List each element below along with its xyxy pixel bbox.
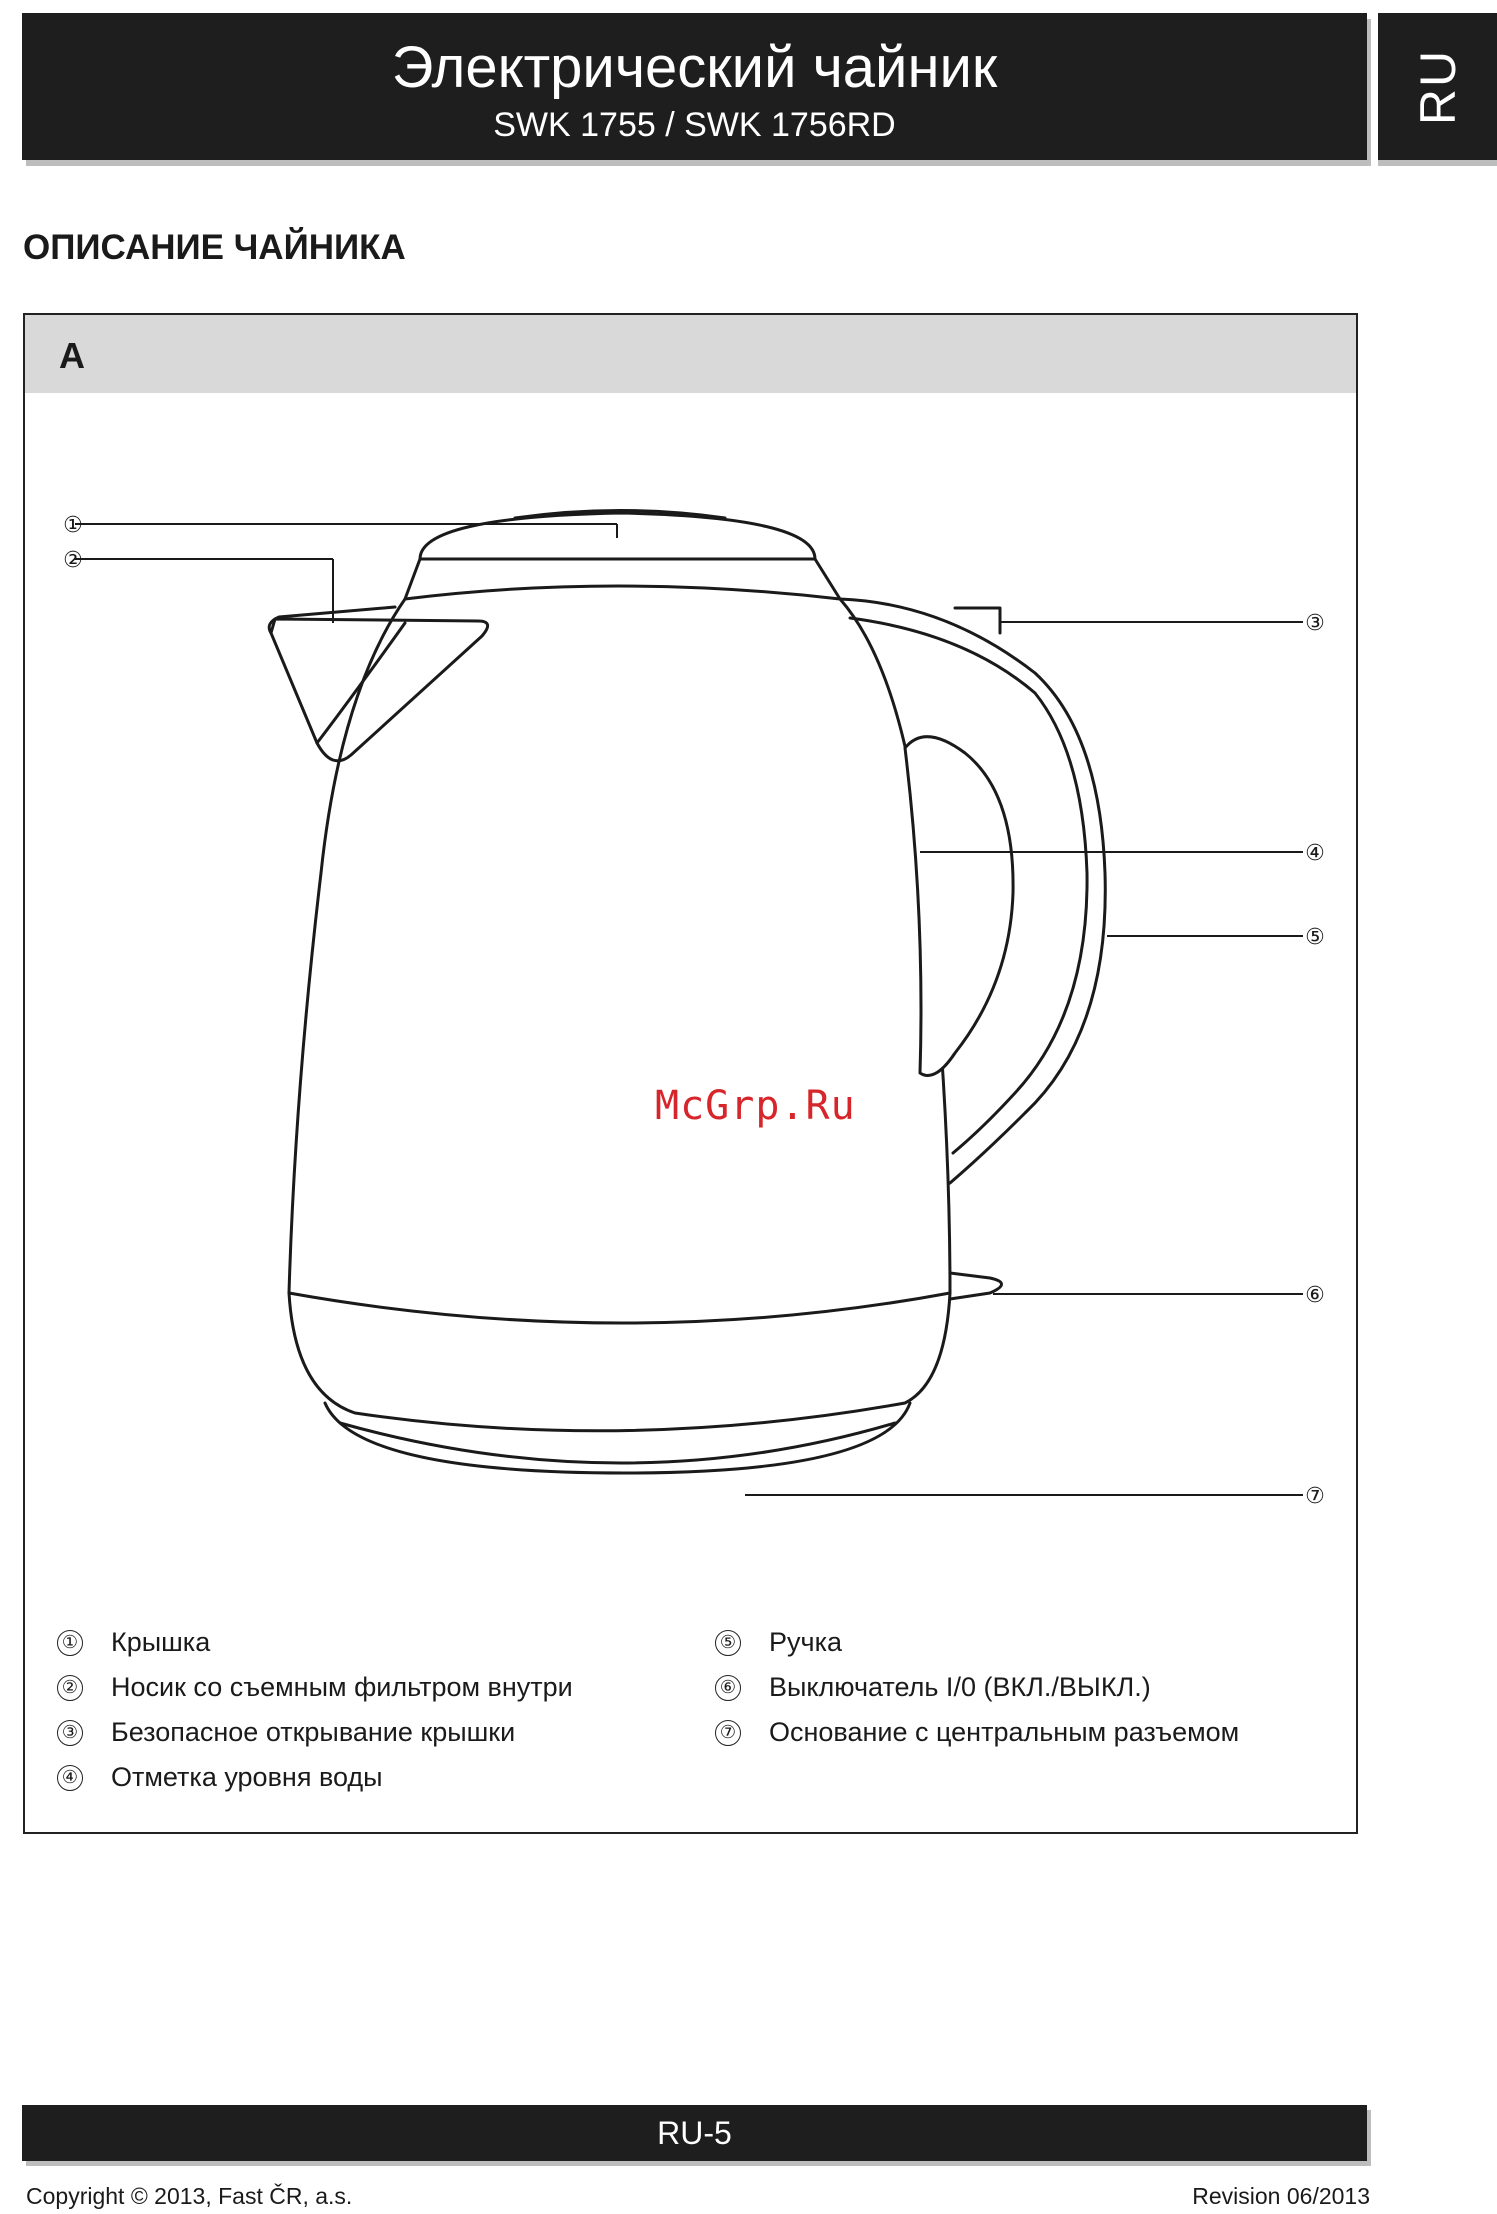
header-bar: [22, 13, 1367, 160]
legend-text: Ручка: [769, 1627, 842, 1657]
legend-item: [715, 1620, 1239, 1665]
language-tab: [1378, 13, 1497, 160]
legend-text: Выключатель I/0 (ВКЛ./ВЫКЛ.): [769, 1672, 1151, 1702]
callout-1: ①: [63, 513, 83, 538]
legend-number: ④: [57, 1765, 83, 1791]
callout-7: ⑦: [1305, 1484, 1325, 1509]
legend-number: ③: [57, 1720, 83, 1746]
legend-item: [715, 1665, 1239, 1710]
legend-column-right: [715, 1620, 1239, 1755]
legend-number: ⑦: [715, 1720, 741, 1746]
legend-column-left: [57, 1620, 573, 1800]
legend-number: ⑥: [715, 1675, 741, 1701]
legend-text: Безопасное открывание крышки: [111, 1717, 516, 1747]
legend-item: [57, 1710, 573, 1755]
parts-legend: [25, 1620, 1356, 1820]
legend-number: ②: [57, 1675, 83, 1701]
kettle-diagram: [25, 393, 1356, 1613]
legend-text: Крышка: [111, 1627, 211, 1657]
language-code: RU: [1409, 48, 1466, 125]
model-numbers: SWK 1755 / SWK 1756RD: [493, 106, 896, 144]
legend-item: [57, 1620, 573, 1665]
figure-box: [23, 313, 1358, 1834]
callout-3: ③: [1305, 611, 1325, 636]
callout-4: ④: [1305, 841, 1325, 866]
callout-6: ⑥: [1305, 1283, 1325, 1308]
legend-number: ⑤: [715, 1630, 741, 1656]
figure-label: A: [59, 335, 85, 376]
legend-item: [57, 1755, 573, 1800]
switch-shape: [950, 1273, 1002, 1299]
legend-item: [715, 1710, 1239, 1755]
legend-number: ①: [57, 1630, 83, 1656]
watermark: McGrp.Ru: [655, 1083, 856, 1129]
figure-label-bar: [25, 315, 1356, 393]
callout-5: ⑤: [1305, 925, 1325, 950]
copyright-text: Copyright © 2013, Fast ČR, a.s.: [26, 2183, 353, 2209]
revision-text: Revision 06/2013: [1192, 2183, 1370, 2209]
legend-item: [57, 1665, 573, 1710]
footer-bar: [22, 2105, 1367, 2161]
legend-text: Отметка уровня воды: [111, 1762, 383, 1792]
section-heading: ОПИСАНИЕ ЧАЙНИКА: [23, 228, 406, 267]
legend-text: Основание с центральным разъемом: [769, 1717, 1240, 1747]
page-number: RU-5: [657, 2115, 732, 2151]
callout-2: ②: [63, 548, 83, 573]
kettle-body: [289, 599, 950, 1431]
document-title: Электрический чайник: [391, 35, 998, 100]
legend-text: Носик со съемным фильтром внутри: [111, 1672, 573, 1702]
